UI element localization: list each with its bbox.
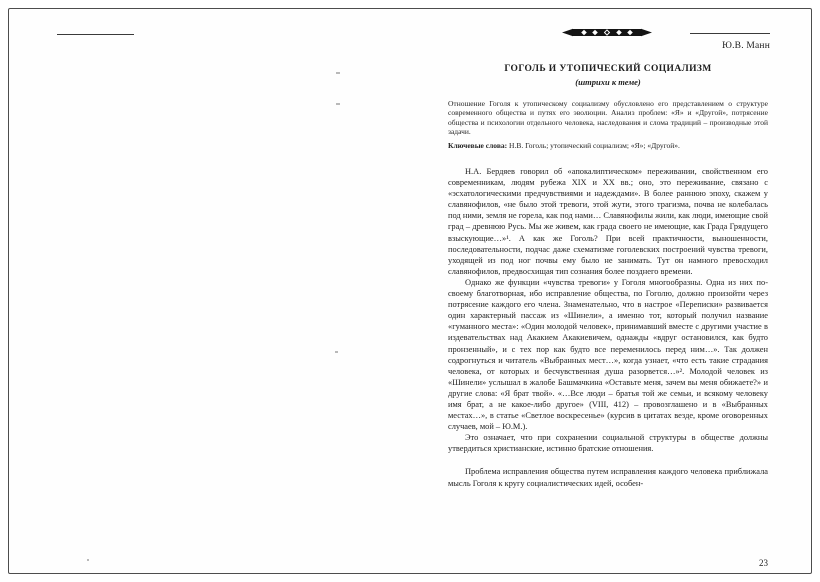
body-paragraph: Проблема исправления общества путем исправления каждого человека приближала мысль Гоголя к кругу социалистических идей, особен- xyxy=(448,467,768,488)
article-title: ГОГОЛЬ И УТОПИЧЕСКИЙ СОЦИАЛИЗМ xyxy=(504,64,712,74)
body-paragraph: Это означает, что при сохранении социальной структуры в обществе должны утвердиться христианские, истинно братские отношения. xyxy=(448,433,768,454)
article-subtitle: (штрихи к теме) xyxy=(575,77,641,87)
article-body xyxy=(448,166,768,566)
abstract-text: Отношение Гоголя к утопическому социализму обусловлено его представлением о структуре современного общества и путях его эволюции. Анализ проблем: «Я» и «Другой», потрясение общества и психологии отдельного человека, наследования и слома традиций – производные этой задачи. xyxy=(448,99,768,137)
page-number: 23 xyxy=(759,558,768,568)
header-ornament-icon xyxy=(562,26,652,39)
header-rule-right xyxy=(690,33,770,34)
keywords-line xyxy=(448,141,768,150)
scan-artifact xyxy=(87,559,89,561)
body-paragraph: Однако же функции «чувства тревоги» у Гоголя многообразны. Одна из них по-своему благотворная, ибо исправление общества, по Гоголю, должно произойти через потрясение каждого его члена. Знаменательно, что в настрое «Переписки» развивается один характерный пассаж из «Шинели», а именно тот, который получил название «гуманного места»: «Один молодой человек», принимавший вместе с другими участие в издевательствах над Акакием Акакиевичем, однажды «вдруг остановился, как будто пронзенный», и с тех пор как будто все переменилось перед ним…». Так должен содрогнуться и читатель «Выбранных мест…», когда узнает, «что есть такие страдания человека, от которых и бесчувственная душа разорвется…»². Молодой человек из «Шинели» услышал в жалобе Башмачкина «Оставьте меня, зачем вы меня обижаете?» и другие слова: «Я брат твой». «…Все люди – братья той же семьи, и всякому человеку имя брат, а не какое-либо другое» (VIII, 412) – провозглашено и в «Выбранных местах…», в статье «Светлое воскресенье» (курсив в цитатах везде, кроме оговоренных случаев, мой – Ю.М.). xyxy=(448,277,768,432)
body-paragraph: Н.А. Бердяев говорил об «апокалиптическом» переживании, свойственном его современникам, людям рубежа XIX и XX вв.; оно, это переживание, связано с «эсхатологическими предчувствиями и надеждами». В более раннюю эпоху, скажем у славянофилов, «не было этой тревоги, этой жути, этого трагизма, почва не колебалась под ними, земля не горела, как под нами… Славянофилы жили, как люди, имеющие свой град – древнюю Русь. Мы же живем, как града своего не имеющие, как Града Грядущего взыскующие…»¹. А как же Гоголь? При всей практичности, выношенности, последовательности, подчас даже схематизме гоголевских построений чувства тревоги, уходящей из под ног почвы ему было не занимать. Тут он намного превосходил славянофилов, предвосхищая тип сознания более позднего времени. xyxy=(448,167,768,276)
running-head-author: Ю.В. Манн xyxy=(722,41,770,51)
keywords-label: Ключевые слова: xyxy=(448,141,508,150)
header-rule-left xyxy=(57,34,134,35)
scan-artifact xyxy=(336,72,340,74)
scan-artifact xyxy=(335,351,338,353)
scan-artifact xyxy=(336,103,340,105)
keywords-text: Н.В. Гоголь; утопический социализм; «Я»; «Другой». xyxy=(507,141,680,150)
